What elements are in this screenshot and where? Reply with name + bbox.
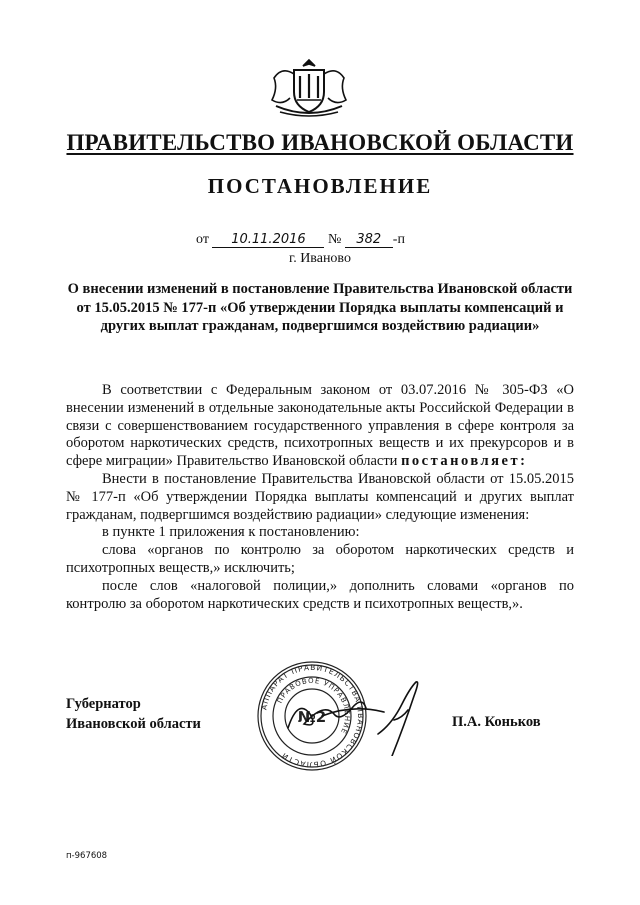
signatory-title-line: Губернатор bbox=[66, 696, 141, 712]
organization-title: ПРАВИТЕЛЬСТВО ИВАНОВСКОЙ ОБЛАСТИ bbox=[66, 130, 574, 155]
signatory-name: П.А. Коньков bbox=[452, 714, 541, 730]
document-id: п-967608 bbox=[66, 851, 108, 861]
body-paragraph: Внести в постановление Правительства Ивановской области от 15.05.2015 № 177-п «Об утверждении Порядка выплаты компенсаций и других выплат гражданам, подвергшимся воздействию радиации» следующие изменения: bbox=[66, 470, 574, 523]
resolves-word: постановляет: bbox=[401, 453, 528, 470]
document-date: 10.11.2016 bbox=[212, 232, 324, 248]
document-subject: О внесении изменений в постановление Правительства Ивановской области от 15.05.2015 № 177-п «Об утверждении Порядка выплаты компенсаций и других выплат гражданам, подвергшимся воздействию радиации» bbox=[67, 281, 573, 334]
handwritten-signature bbox=[282, 676, 432, 756]
body-paragraph bbox=[66, 382, 574, 471]
body-paragraph: слова «органов по контролю за оборотом наркотических средств и психотропных веществ,» исключить; bbox=[66, 542, 574, 576]
city-label: г. Иваново bbox=[289, 251, 351, 266]
stamp-outer-text: АППАРАТ ПРАВИТЕЛЬСТВА ИВАНОВСКОЙ ОБЛАСТИ bbox=[259, 662, 366, 770]
body-paragraph: после слов «налоговой полиции,» дополнить словами «органов по контролю за оборотом наркотических средств и психотропных веществ,». bbox=[66, 577, 574, 612]
number-label: № bbox=[327, 232, 342, 247]
body-paragraph-text: В соответствии с Федеральным законом от 03.07.2016 № 305-ФЗ «О внесении изменений в отдельные законодательные акты Российской Федерации в связи с совершенствованием государственного управления в сфере контроля за оборотом наркотических средств, психотропных веществ и их прекурсоров и в сфере миграции» Правительство Ивановской области bbox=[66, 382, 574, 470]
document-number: 382 bbox=[345, 232, 393, 248]
signatory-title bbox=[66, 694, 201, 734]
signatory-title-line: Ивановской области bbox=[66, 716, 201, 732]
stamp-number: №2 bbox=[297, 708, 327, 726]
coat-of-arms-icon bbox=[266, 56, 352, 118]
from-label: от bbox=[196, 232, 209, 247]
stamp-inner-text: ПРАВОВОЕ УПРАВЛЕНИЕ bbox=[275, 676, 352, 736]
document-body bbox=[66, 382, 574, 613]
number-suffix: -п bbox=[392, 232, 405, 247]
body-paragraph: в пункте 1 приложения к постановлению: bbox=[102, 524, 360, 541]
dateline bbox=[196, 232, 405, 248]
document-type-title: ПОСТАНОВЛЕНИЕ bbox=[207, 174, 433, 198]
